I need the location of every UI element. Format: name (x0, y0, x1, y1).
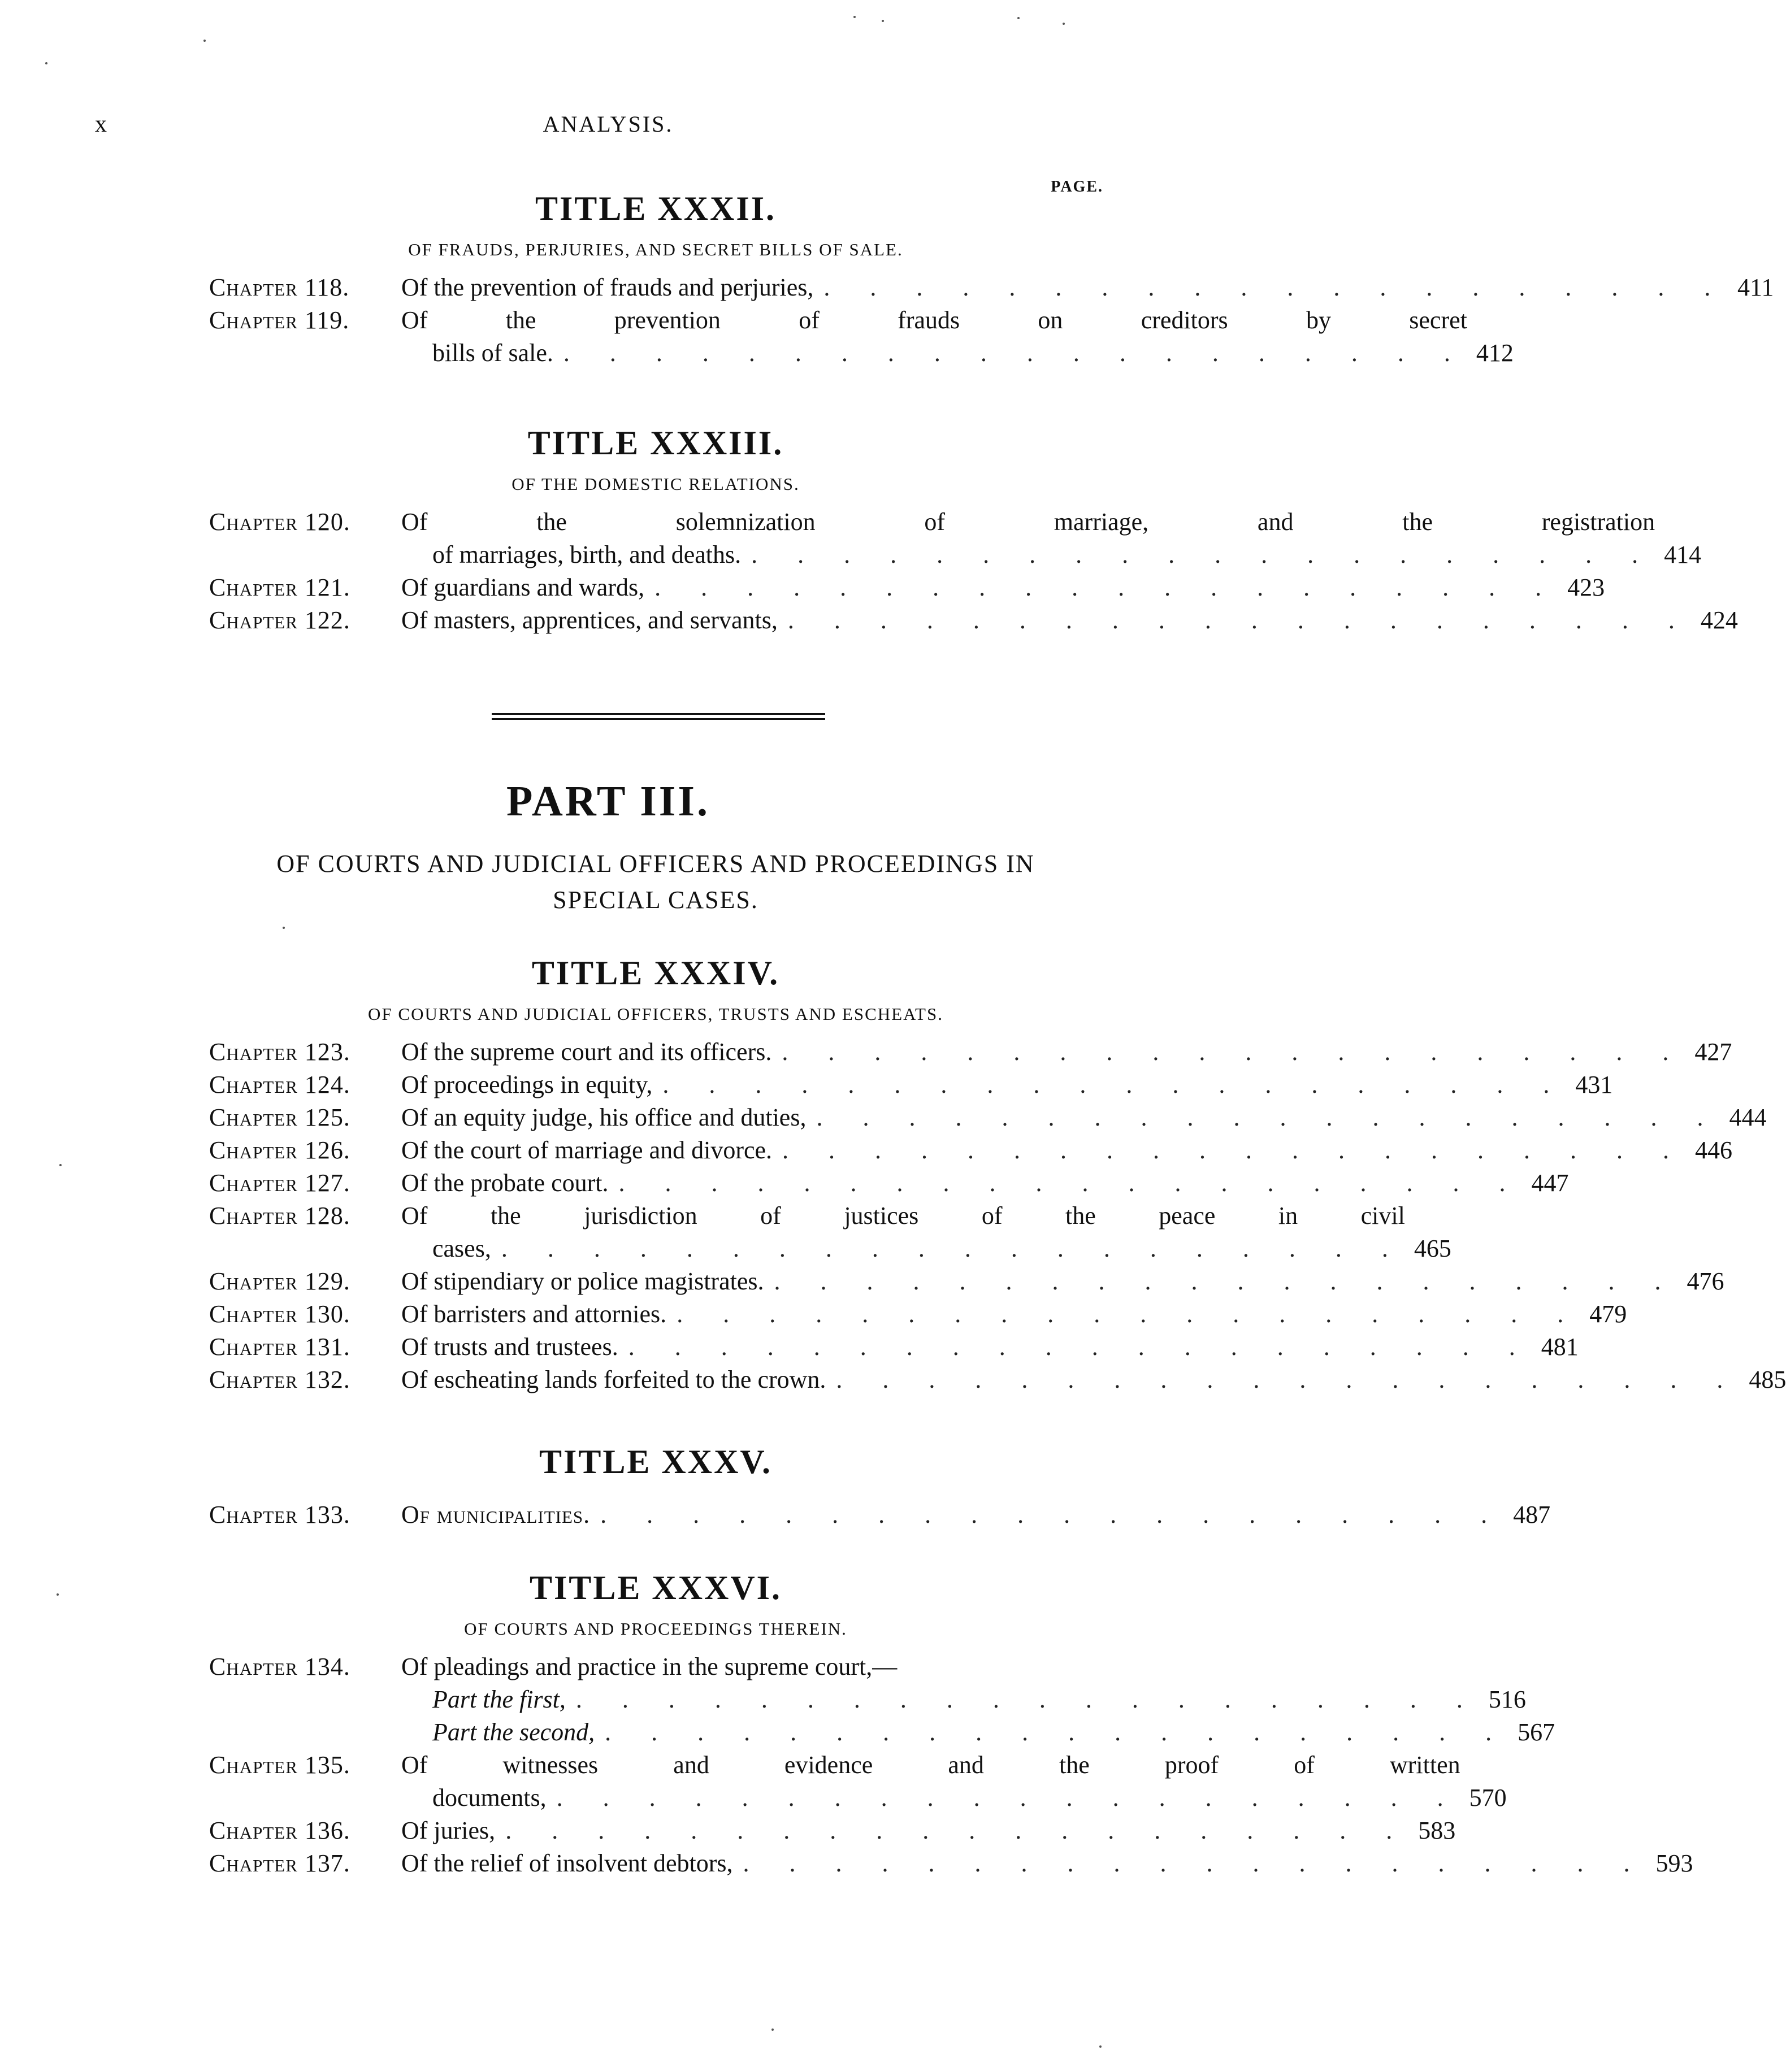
part-label: Part the first, (432, 1686, 566, 1713)
running-head: ANALYSIS. (543, 111, 674, 137)
page-reference: 431 (1575, 1071, 1613, 1098)
page-reference: 487 (1513, 1501, 1551, 1528)
dot-leader: . . . . . . . . . . . . . . . . . . . . (505, 1817, 1410, 1844)
section-subtitle: OF COURTS AND PROCEEDINGS THEREIN. (464, 1619, 847, 1639)
chapter-title: Of municipalities. (401, 1501, 591, 1528)
chapter-entry (209, 1167, 1569, 1200)
chapter-entry (209, 271, 1774, 304)
chapter-title: Of barristers and attornies. (401, 1300, 667, 1328)
dot-leader: . . . . . . . . . . . . . . . . . . . . (600, 1501, 1505, 1528)
chapter-number: Chapter 133. (209, 1501, 350, 1528)
dot-leader: . . . . . . . . . . . . . . . . . . . . (836, 1366, 1740, 1393)
dot-leader: . . . . . . . . . . . . . . . . . . . . (787, 606, 1692, 634)
page-reference: 465 (1414, 1235, 1451, 1262)
chapter-number: Chapter 132. (209, 1366, 350, 1393)
page-reference: 424 (1700, 606, 1738, 634)
chapter-entry (209, 1298, 1627, 1331)
chapter-subentry (209, 1683, 1526, 1716)
chapter-title: Of trusts and trustees. (401, 1333, 618, 1361)
chapter-number: Chapter 125. (209, 1104, 350, 1131)
chapter-list (209, 1650, 1693, 1880)
chapter-number: Chapter 129. (209, 1267, 350, 1295)
page-reference: 446 (1695, 1136, 1733, 1164)
chapter-title: Of the prevention of frauds and perjuries, (401, 273, 814, 301)
section-title: TITLE XXXIV. (531, 954, 780, 992)
chapter-title: Of pleadings and practice in the supreme court,— (401, 1653, 898, 1680)
dot-leader: . . . . . . . . . . . . . . . . . . . . (563, 339, 1467, 367)
dot-leader: . . . . . . . . . . . . . . . . . . . . (662, 1071, 1567, 1098)
section-title: TITLE XXXII. (535, 190, 777, 227)
chapter-list (209, 1036, 1786, 1396)
dot-leader: . . . . . . . . . . . . . . . . . . . . (628, 1333, 1532, 1361)
page-reference: 412 (1476, 339, 1514, 367)
chapter-title: Of masters, apprentices, and servants, (401, 606, 778, 634)
chapter-entry (209, 1036, 1732, 1068)
page-reference: 479 (1589, 1300, 1627, 1328)
chapter-entry (209, 1814, 1456, 1847)
chapter-entry (209, 506, 1702, 571)
dot-leader: . . . . . . . . . . . . . . . . . . . . (618, 1169, 1523, 1197)
page-reference: 414 (1664, 541, 1702, 568)
dot-leader: . . . . . . . . . . . . . . . . . . . . (556, 1784, 1460, 1812)
print-speck (853, 16, 856, 18)
print-speck (882, 20, 884, 22)
page-reference: 583 (1418, 1817, 1456, 1844)
chapter-entry (209, 1068, 1613, 1101)
section-title: TITLE XXXIII. (527, 424, 784, 462)
part-subtitle-line2: SPECIAL CASES. (553, 886, 758, 914)
chapter-entry (209, 1749, 1507, 1814)
chapter-title-continued: documents, (432, 1784, 547, 1812)
chapter-entry (209, 571, 1605, 604)
chapter-number: Chapter 122. (209, 606, 350, 634)
part-title: PART III. (506, 777, 710, 825)
page-reference: 476 (1687, 1267, 1724, 1295)
chapter-title-continued: bills of sale. (432, 339, 553, 367)
section-subtitle: OF COURTS AND JUDICIAL OFFICERS, TRUSTS AND ESCHEATS. (368, 1004, 943, 1024)
page-reference: 570 (1469, 1784, 1507, 1812)
page-number: x (95, 111, 107, 137)
section-title: TITLE XXXVI. (529, 1569, 782, 1606)
chapter-entry (209, 1134, 1733, 1167)
section-title-xxxiii (209, 424, 1738, 637)
page-reference: 481 (1541, 1333, 1579, 1361)
chapter-number: Chapter 135. (209, 1751, 350, 1779)
section-title: TITLE XXXV. (539, 1443, 772, 1480)
dot-leader: . . . . . . . . . . . . . . . . . . . . (774, 1267, 1678, 1295)
chapter-entry (209, 1847, 1693, 1880)
chapter-title-continued: cases, (432, 1235, 491, 1262)
page-reference: 423 (1567, 574, 1605, 601)
chapter-title: Of guardians and wards, (401, 574, 645, 601)
dot-leader: . . . . . . . . . . . . . . . . . . . . (823, 273, 1728, 301)
chapter-number: Chapter 124. (209, 1071, 350, 1098)
dot-leader: . . . . . . . . . . . . . . . . . . . . (677, 1300, 1581, 1328)
chapter-entry (209, 1200, 1451, 1265)
dot-leader: . . . . . . . . . . . . . . . . . . . . (782, 1038, 1686, 1066)
chapter-title: Of witnesses and evidence and the proof of written (401, 1751, 1460, 1779)
print-speck (1017, 17, 1020, 19)
chapter-subentry (209, 1716, 1555, 1749)
chapter-list (209, 506, 1738, 637)
chapter-number: Chapter 120. (209, 508, 350, 536)
page-column-label: PAGE. (1051, 178, 1103, 196)
chapter-list (209, 1498, 1551, 1531)
dot-leader: . . . . . . . . . . . . . . . . . . . . (605, 1718, 1509, 1746)
print-speck (283, 927, 285, 929)
page-reference: 427 (1694, 1038, 1732, 1066)
page-reference: 485 (1749, 1366, 1786, 1393)
chapter-number: Chapter 128. (209, 1202, 350, 1230)
print-speck (45, 62, 47, 64)
page-reference: 447 (1531, 1169, 1569, 1197)
chapter-title: Of stipendiary or police magistrates. (401, 1267, 764, 1295)
chapter-title: Of the probate court. (401, 1169, 609, 1197)
chapter-entry (209, 1265, 1724, 1298)
chapter-title: Of proceedings in equity, (401, 1071, 653, 1098)
dot-leader: . . . . . . . . . . . . . . . . . . . . (654, 574, 1559, 601)
print-speck (771, 2028, 774, 2031)
part-label: Part the second, (432, 1718, 595, 1746)
section-title-xxxiv (209, 954, 1786, 1396)
chapter-title: Of the prevention of frauds on creditors by secret (401, 306, 1467, 334)
chapter-title-continued: of marriages, birth, and deaths. (432, 541, 742, 568)
chapter-entry (209, 604, 1738, 637)
chapter-title: Of the solemnization of marriage, and the registration (401, 508, 1655, 536)
chapter-number: Chapter 136. (209, 1817, 350, 1844)
dot-leader: . . . . . . . . . . . . . . . . . . . . (782, 1136, 1687, 1164)
page-reference: 411 (1737, 273, 1774, 301)
chapter-list (209, 271, 1774, 370)
chapter-title: Of an equity judge, his office and duties, (401, 1104, 807, 1131)
print-speck (203, 40, 206, 42)
chapter-entry (209, 304, 1514, 370)
dot-leader: . . . . . . . . . . . . . . . . . . . . (816, 1104, 1720, 1131)
chapter-entry (209, 1650, 1102, 1683)
chapter-number: Chapter 127. (209, 1169, 350, 1197)
chapter-number: Chapter 126. (209, 1136, 350, 1164)
chapter-number: Chapter 131. (209, 1333, 350, 1361)
section-title-xxxv (209, 1443, 1551, 1531)
chapter-number: Chapter 118. (209, 273, 350, 301)
chapter-title: Of the jurisdiction of justices of the peace in civil (401, 1202, 1405, 1230)
part-subtitle-line1: OF COURTS AND JUDICIAL OFFICERS AND PROCEEDINGS IN (276, 850, 1035, 878)
chapter-number: Chapter 134. (209, 1653, 350, 1680)
page-reference: 444 (1729, 1104, 1767, 1131)
chapter-number: Chapter 119. (209, 306, 350, 334)
chapter-number: Chapter 130. (209, 1300, 350, 1328)
print-speck (57, 1593, 59, 1596)
chapter-title: Of the supreme court and its officers. (401, 1038, 772, 1066)
print-speck (1063, 23, 1065, 25)
dot-leader: . . . . . . . . . . . . . . . . . . . . (575, 1686, 1480, 1713)
chapter-title: Of juries, (401, 1817, 496, 1844)
chapter-number: Chapter 137. (209, 1849, 350, 1877)
section-divider-rule (492, 713, 825, 723)
section-subtitle: OF FRAUDS, PERJURIES, AND SECRET BILLS OF SALE. (408, 240, 903, 259)
chapter-number: Chapter 123. (209, 1038, 350, 1066)
chapter-entry (209, 1331, 1579, 1363)
print-speck (1099, 2045, 1102, 2048)
chapter-entry (209, 1363, 1786, 1396)
page-reference: 567 (1518, 1718, 1555, 1746)
chapter-entry (209, 1498, 1551, 1531)
chapter-number: Chapter 121. (209, 574, 350, 601)
section-title-xxxvi (209, 1569, 1693, 1880)
page-reference: 516 (1488, 1686, 1526, 1713)
print-speck (59, 1164, 62, 1166)
chapter-title: Of the relief of insolvent debtors, (401, 1849, 733, 1877)
dot-leader: . . . . . . . . . . . . . . . . . . . . (501, 1235, 1405, 1262)
chapter-title: Of escheating lands forfeited to the crown. (401, 1366, 826, 1393)
dot-leader: . . . . . . . . . . . . . . . . . . . . (743, 1849, 1647, 1877)
section-subtitle: OF THE DOMESTIC RELATIONS. (511, 474, 800, 494)
section-title-xxxii (209, 189, 1774, 370)
page-reference: 593 (1655, 1849, 1693, 1877)
dot-leader: . . . . . . . . . . . . . . . . . . . . (751, 541, 1655, 568)
page-header (0, 111, 1216, 145)
chapter-entry (209, 1101, 1767, 1134)
chapter-title: Of the court of marriage and divorce. (401, 1136, 773, 1164)
